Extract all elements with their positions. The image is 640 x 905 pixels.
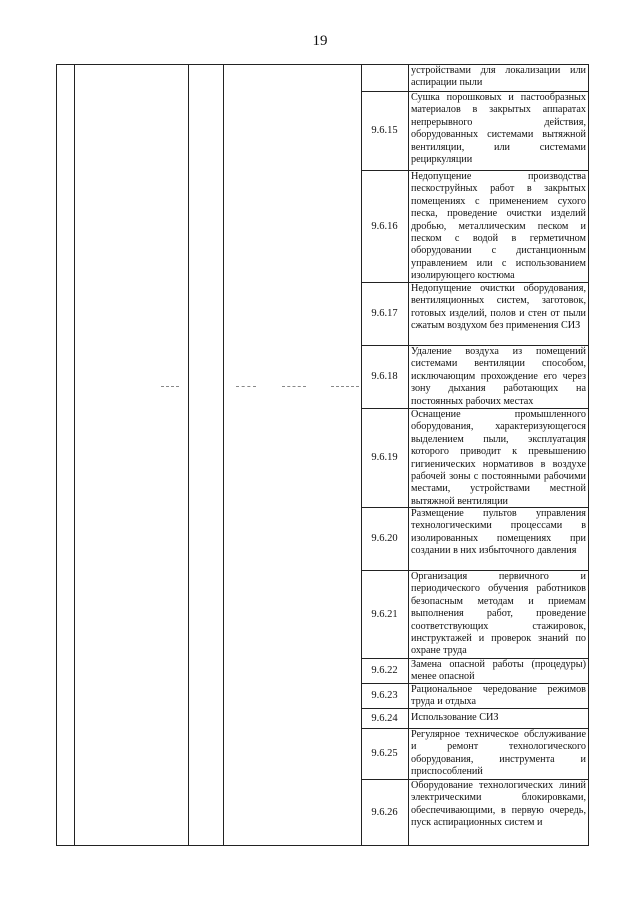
scan-mark [282, 386, 306, 387]
measure-code: 9.6.26 [371, 806, 398, 818]
measure-code: 9.6.23 [371, 690, 398, 701]
measure-description: Использование СИЗ [411, 712, 499, 723]
measure-code [361, 64, 408, 91]
measure-description: Оснащение промышленного оборудования, характеризующегося выделением пыли, эксплуатация которого приводит к превышению гигиенических нормативов в воздухе рабочей зоны с постоянными рабочими местами, устройствами местной вытяжной вентиляции [411, 409, 586, 507]
scan-mark [236, 386, 256, 387]
measure-description: Размещение пультов управления технологическими процессами в изолированных помещениях при создании в них избыточного давления [411, 508, 586, 557]
measure-code: 9.6.15 [371, 125, 398, 136]
measure-description: Рациональное чередование режимов труда и отдыха [411, 684, 586, 708]
measure-description: Удаление воздуха из помещений системами вентиляции способом, исключающим прохождение его через зону дыхания работающих на постоянных рабочих местах [411, 346, 586, 407]
scan-mark [161, 386, 179, 387]
measure-description: Оборудование технологических линий электрическими блокировками, обеспечивающими, в первую очередь, пуск аспирационных систем и [411, 780, 586, 829]
measure-code: 9.6.18 [371, 371, 398, 382]
measure-description: Организация первичного и периодического обучения работников безопасным методам и приемам выполнения работ, проведение соответствующих стажировок, инструктажей и проверок знаний по охране труда [411, 571, 586, 657]
page-number: 19 [312, 33, 328, 49]
measure-description: Недопущение очистки оборудования, вентиляционных систем, заготовок, готовых изделий, полов и стен от пыли сжатым воздухом без применения СИЗ [411, 283, 586, 332]
measure-description: устройствами для локализации или аспирации пыли [411, 65, 586, 89]
scan-mark [331, 386, 359, 387]
measure-code: 9.6.19 [371, 452, 398, 463]
measure-code: 9.6.21 [371, 608, 398, 620]
measure-description: Сушка порошковых и пастообразных материалов в закрытых аппаратах непрерывного действия, оборудованных системами вытяжной вентиляции, или системами рециркуляции [411, 92, 586, 166]
measures-table [56, 64, 589, 846]
measure-description: Замена опасной работы (процедуры) менее опасной [411, 659, 586, 683]
measure-code: 9.6.24 [371, 712, 398, 724]
column-divider [74, 64, 75, 846]
measure-code: 9.6.17 [371, 308, 398, 319]
measure-description: Недопущение производства пескоструйных работ в закрытых помещениях с применением сухого песка, проведение очистки изделий дробью, металлическим песком и песком с водой в герметичном оборудовании с дистанционным управлением или с использованием изолирующего костюма [411, 171, 586, 282]
measure-code: 9.6.16 [371, 220, 398, 232]
measure-code: 9.6.25 [371, 748, 398, 759]
table-border-bottom [56, 845, 589, 846]
measure-code: 9.6.20 [371, 533, 398, 544]
column-divider [223, 64, 224, 846]
column-divider [188, 64, 189, 846]
table-border-left [56, 64, 57, 846]
measure-description: Регулярное техническое обслуживание и ремонт технологического оборудования, инструмента и приспособлений [411, 729, 586, 778]
measure-code: 9.6.22 [371, 665, 398, 676]
